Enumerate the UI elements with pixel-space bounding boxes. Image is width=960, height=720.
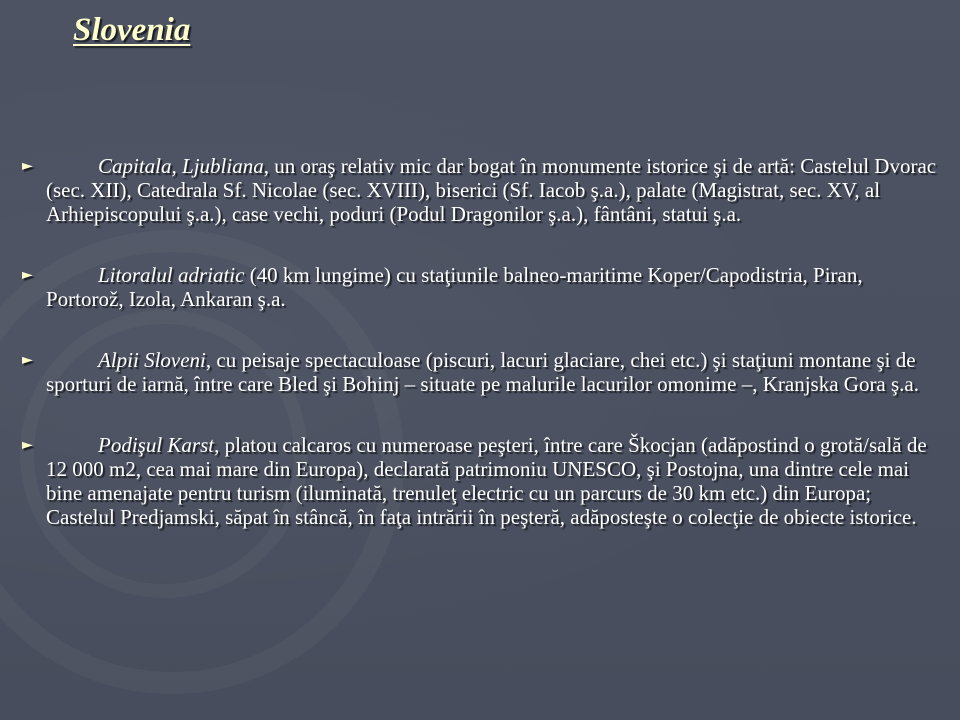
triangle-bullet-icon: ► [22, 352, 33, 368]
bullet-lead-capital: Capitala, Ljubliana [98, 154, 264, 178]
bullet-text-karst: , platou calcaros cu numeroase peşteri, între care Škocjan (adăpostind o grotă/sală de 12 000 m2, cea mai mare din Europa), declarată patrimoniu UNESCO, şi Postojna, una dintre cele mai bine amenajate pentru turism (iluminată, trenuleţ electric cu un parcurs de 30 km etc.) din Europa; Castelul Predjamski, săpat în stâncă, în faţa intrării în peşteră, adăposteşte o colecţie de obiecte istorice. [46, 433, 927, 529]
bullet-lead-coast: Litoralul adriatic [98, 263, 245, 287]
bullet-item-karst [22, 433, 938, 529]
bullet-item-capital [22, 154, 938, 226]
slide-title: Slovenia [73, 12, 191, 48]
bullet-item-coast [22, 263, 938, 311]
triangle-bullet-icon: ► [22, 437, 33, 453]
bullet-text-coast: (40 km lungime) cu staţiunile balneo-maritime Koper/Capodistria, Piran, Portorož, Izola, Ankaran ş.a. [46, 263, 863, 311]
bullet-text-alps: , cu peisaje spectaculoase (piscuri, lacuri glaciare, chei etc.) şi staţiuni montane şi de sporturi de iarnă, între care Bled şi Bohinj – situate pe malurile lacurilor omonime –, Kranjska Gora ş.a. [46, 348, 919, 396]
bullet-text-capital: , un oraş relativ mic dar bogat în monumente istorice şi de artă: Castelul Dvorac (sec. XII), Catedrala Sf. Nicolae (sec. XVIII), biserici (Sf. Iacob ş.a.), palate (Magistrat, sec. XV, al Arhiepiscopului ş.a.), case vechi, poduri (Podul Dragonilor ş.a.), fântâni, statui ş.a. [46, 154, 937, 226]
bullet-lead-karst: Podişul Karst [98, 433, 215, 457]
bullet-lead-alps: Alpii Sloveni [98, 348, 206, 372]
triangle-bullet-icon: ► [22, 267, 33, 283]
triangle-bullet-icon: ► [22, 158, 33, 174]
bullet-item-alps [22, 348, 938, 396]
bullet-list [22, 154, 938, 566]
